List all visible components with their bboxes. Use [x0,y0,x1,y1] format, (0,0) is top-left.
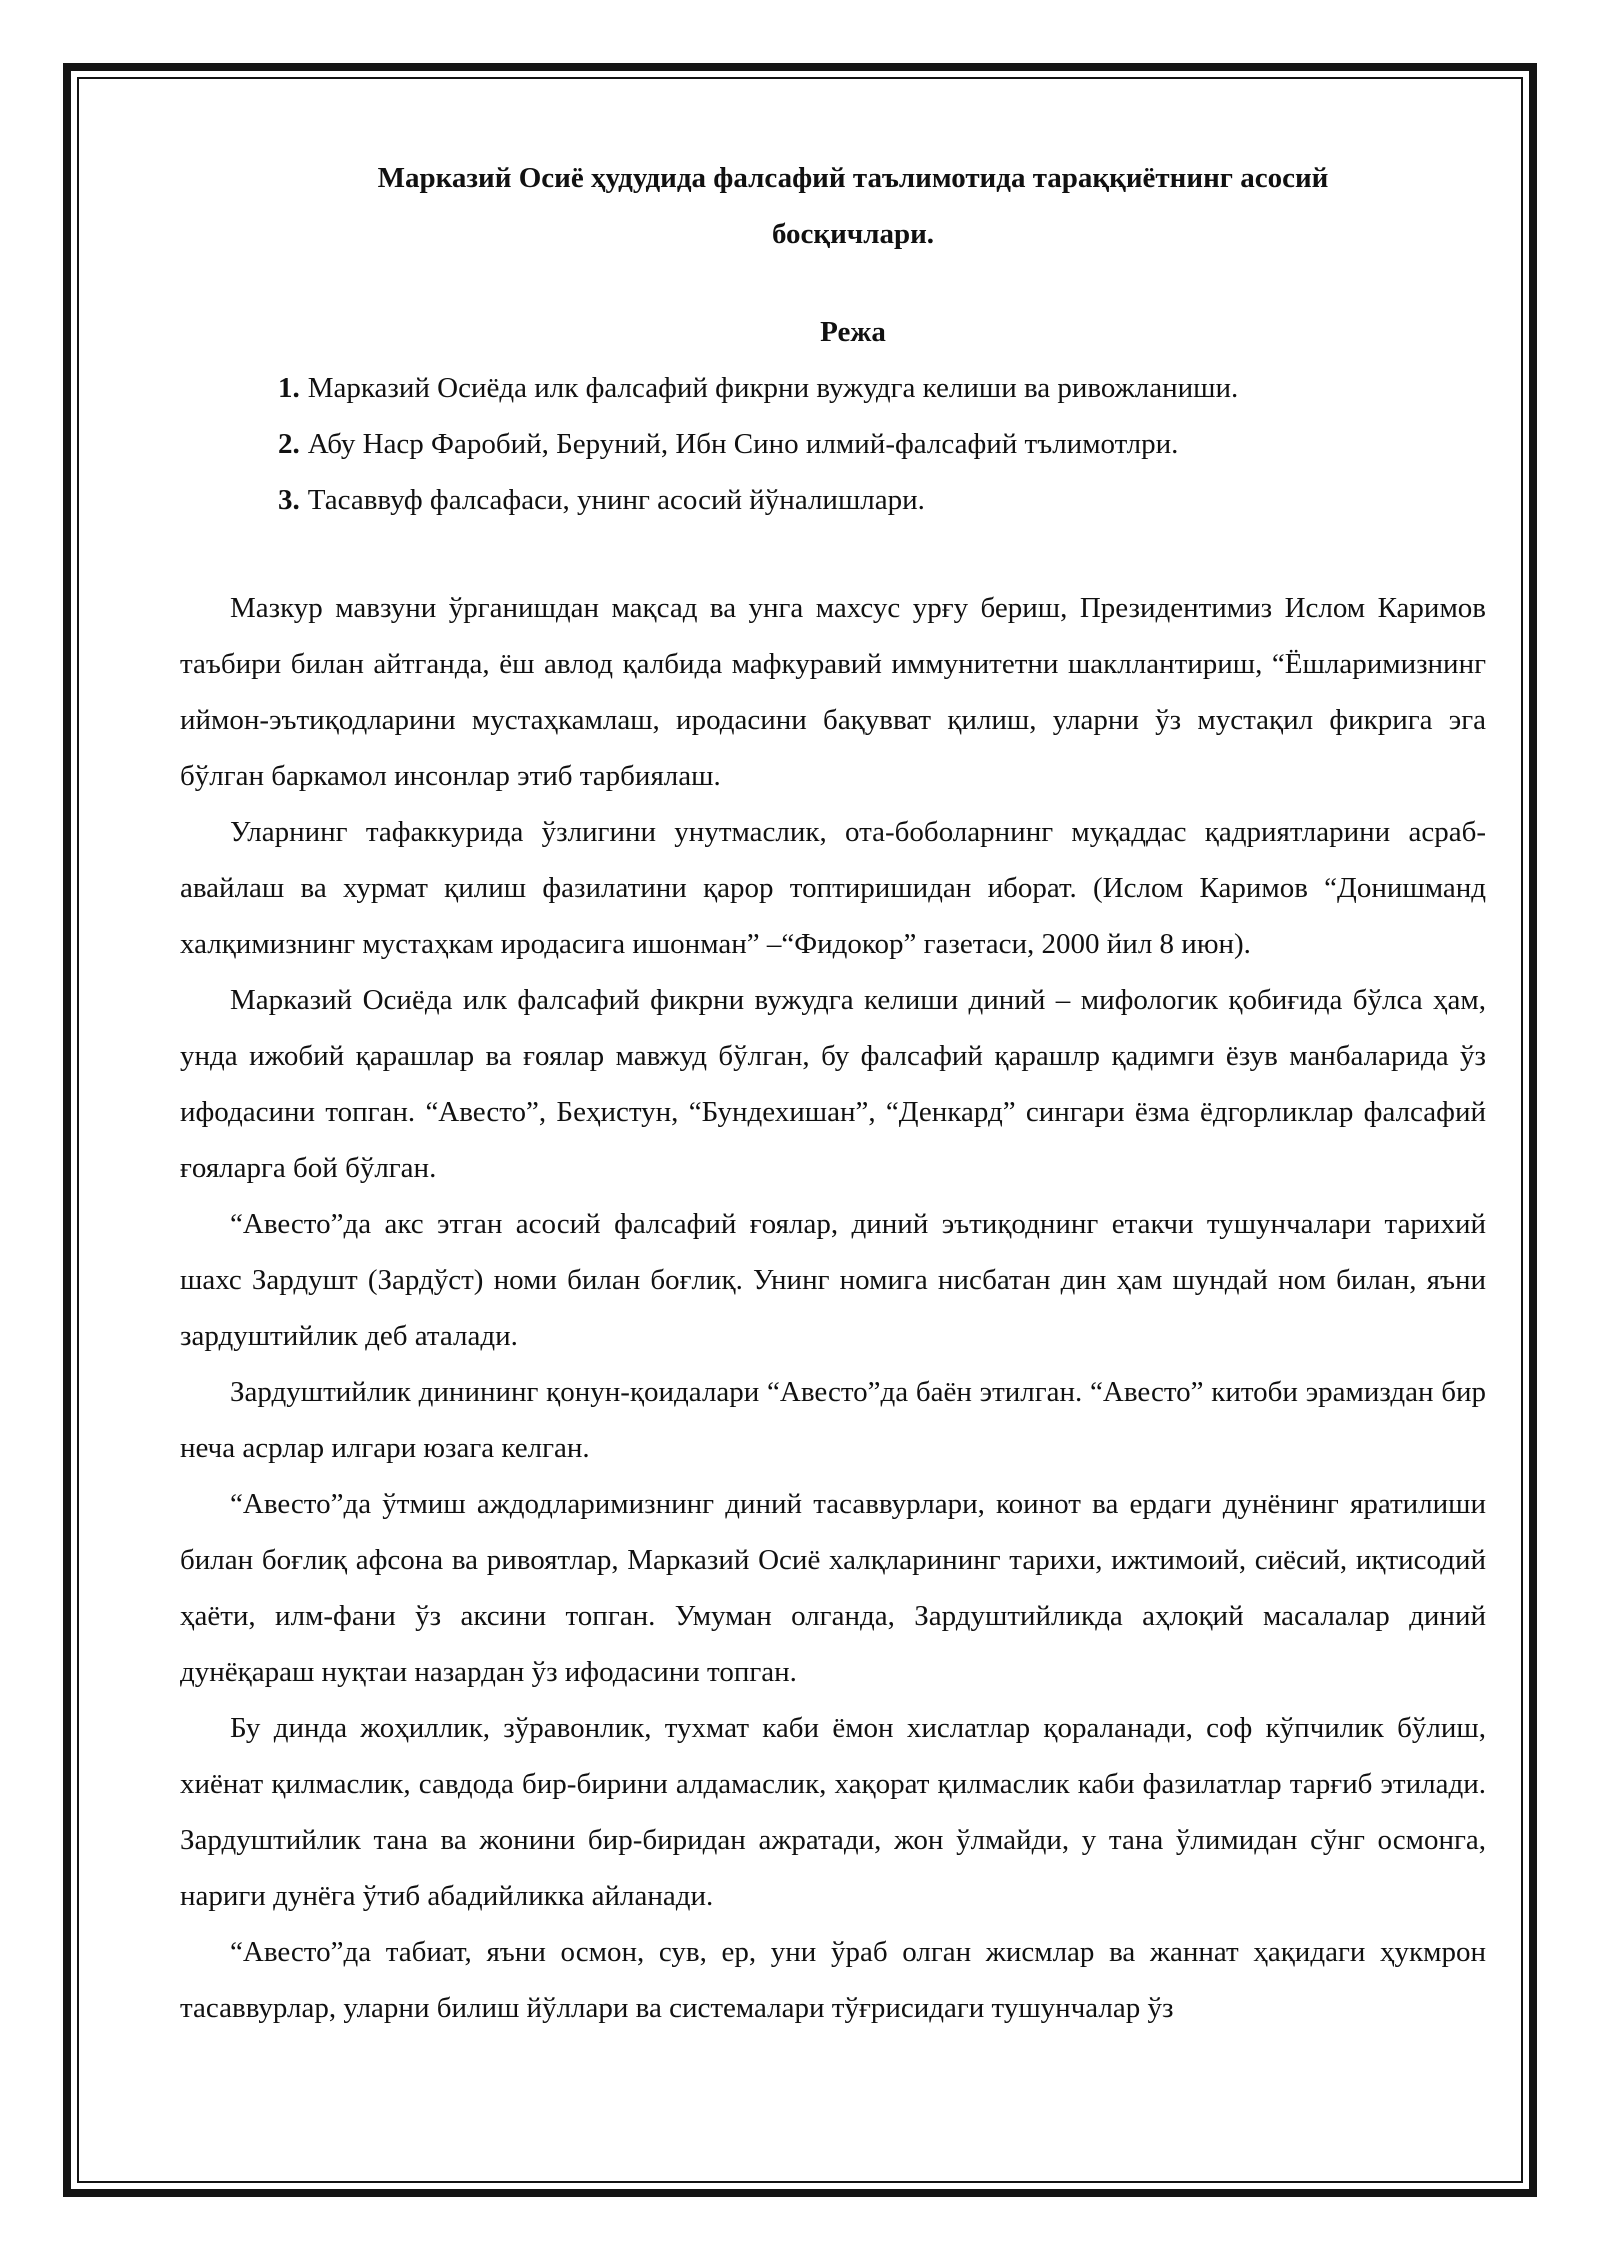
title-line-1: Марказий Осиё ҳудудида фалсафий таълимотида тараққиётнинг асосий [377,162,1329,194]
plan-item [278,416,1486,472]
body-text [180,580,1486,2036]
plan-item-text: Тасаввуф фалсафаси, унинг асосий йўналишлари. [307,484,925,516]
paragraph: Зардуштийлик динининг қонун-қоидалари “Авесто”да баён этилган. “Авесто” китоби эрамиздан бир неча асрлар илгари юзага келган. [180,1376,1486,1464]
title-line-2: босқичлари. [771,218,935,250]
document-title [180,150,1486,262]
paragraph: Уларнинг тафаккурида ўзлигини унутмаслик, ота-боболарнинг муқаддас қадриятларини асраб-авайлаш ва хурмат қилиш фазилатини қарор топтиришидан иборат. (Ислом Каримов “Донишманд халқимизнинг мустаҳкам иродасига ишонман” –“Фидокор” газетаси, 2000 йил 8 июн). [180,816,1486,960]
document-content [180,150,1486,2036]
paragraph: “Авесто”да табиат, яъни осмон, сув, ер, уни ўраб олган жисмлар ва жаннат ҳақидаги ҳукмрон тасаввурлар, уларни билиш йўллари ва системалари тўғрисидаги тушунчалар ўз [180,1936,1486,2024]
paragraph: “Авесто”да акс этган асосий фалсафий ғоялар, диний эътиқоднинг етакчи тушунчалари тарихий шахс Зардушт (Зардўст) номи билан боғлиқ. Унинг номига нисбатан дин ҳам шундай ном билан, яъни зардуштийлик деб аталади. [180,1208,1486,1352]
plan-list [180,360,1486,528]
plan-item [278,360,1486,416]
plan-item-number: 3. [278,484,300,516]
plan-item [278,472,1486,528]
plan-item-text: Абу Наср Фаробий, Беруний, Ибн Сино илмий-фалсафий тълимотлри. [307,428,1179,460]
paragraph: “Авесто”да ўтмиш аждодларимизнинг диний тасаввурлари, коинот ва ердаги дунёнинг яратилиши билан боғлиқ афсона ва ривоятлар, Марказий Осиё халқларининг тарихи, ижтимоий, сиёсий, иқтисодий ҳаёти, илм-фани ўз аксини топган. Умуман олганда, Зардуштийликда аҳлоқий масалалар диний дунёқараш нуқтаи назардан ўз ифодасини топган. [180,1488,1486,1688]
plan-item-number: 2. [278,428,300,460]
paragraph: Марказий Осиёда илк фалсафий фикрни вужудга келиши диний – мифологик қобиғида бўлса ҳам, унда ижобий қарашлар ва ғоялар мавжуд бўлган, бу фалсафий қарашлр қадимги ёзув манбаларида ўз ифодасини топган. “Авесто”, Беҳистун, “Бундехишан”, “Денкард” сингари ёзма ёдгорликлар фалсафий ғояларга бой бўлган. [180,984,1486,1184]
plan-item-text: Марказий Осиёда илк фалсафий фикрни вужудга келиши ва ривожланиши. [307,372,1239,404]
paragraph: Мазкур мавзуни ўрганишдан мақсад ва унга махсус урғу бериш, Президентимиз Ислом Каримов таъбири билан айтганда, ёш авлод қалбида мафкуравий иммунитетни шакллантириш, “Ёшларимизнинг иймон-эътиқодларини мустаҳкамлаш, иродасини бақувват қилиш, уларни ўз мустақил фикрига эга бўлган баркамол инсонлар этиб тарбиялаш. [180,592,1486,792]
plan-item-number: 1. [278,372,300,404]
paragraph: Бу динда жоҳиллик, зўравонлик, тухмат каби ёмон хислатлар қораланади, соф кўпчилик бўлиш, хиёнат қилмаслик, савдода бир-бирини алдамаслик, хақорат қилмаслик каби фазилатлар тарғиб этилади. Зардуштийлик тана ва жонини бир-биридан ажратади, жон ўлмайди, у тана ўлимидан сўнг осмонга, нариги дунёга ўтиб абадийликка айланади. [180,1712,1486,1912]
plan-heading: Режа [820,316,886,348]
